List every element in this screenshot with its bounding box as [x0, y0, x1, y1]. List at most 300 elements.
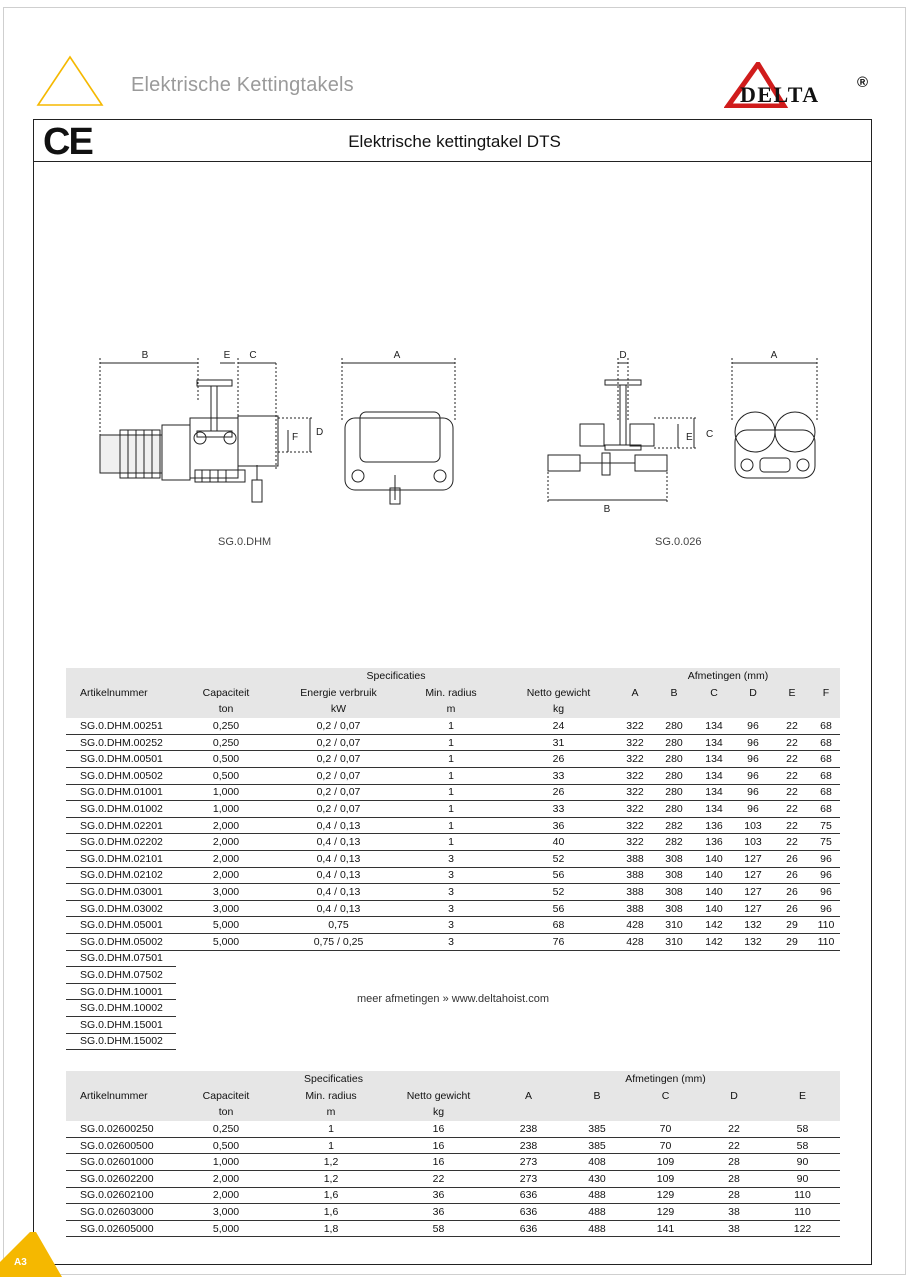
table-cell: 56 [501, 900, 616, 917]
table-cell: 308 [654, 851, 694, 868]
group-header-dims: Afmetingen (mm) [491, 1071, 840, 1088]
table-cell: 0,2 / 0,07 [276, 768, 401, 785]
table-cell: 388 [616, 884, 654, 901]
table-cell: 0,500 [176, 1137, 276, 1154]
trolley-spec-table [66, 1071, 840, 1237]
table-row [66, 884, 840, 901]
column-header: Capaciteit [176, 1088, 276, 1105]
table-cell: 1 [401, 801, 501, 818]
table-cell: 22 [386, 1171, 491, 1188]
table-cell: 0,4 / 0,13 [276, 834, 401, 851]
table-cell: 385 [566, 1137, 628, 1154]
registered-mark: ® [857, 74, 869, 91]
unit-cell: kg [501, 701, 616, 718]
dim-label-e2: E [686, 432, 693, 443]
table-cell: 140 [694, 900, 734, 917]
table-cell: 127 [734, 851, 772, 868]
unit-row [66, 1104, 840, 1121]
table-cell: 68 [501, 917, 616, 934]
dim-label-e1: E [223, 350, 231, 361]
table-cell: 127 [734, 867, 772, 884]
table-cell: 22 [772, 784, 812, 801]
table-cell: 273 [491, 1171, 566, 1188]
dim-label-d2: D [619, 350, 627, 361]
table-cell: 2,000 [176, 1171, 276, 1188]
table-cell: 68 [812, 718, 840, 735]
empty-cell [176, 1033, 840, 1050]
table-cell: 58 [386, 1220, 491, 1237]
article-number: SG.0.DHM.15002 [66, 1033, 176, 1050]
column-header: F [812, 685, 840, 702]
table-cell: 0,2 / 0,07 [276, 784, 401, 801]
article-number: SG.0.DHM.00251 [66, 718, 176, 735]
table-cell: 140 [694, 867, 734, 884]
unit-cell: ton [176, 701, 276, 718]
table-cell: 280 [654, 734, 694, 751]
table-cell: 40 [501, 834, 616, 851]
table-row [66, 1171, 840, 1188]
table-cell: 388 [616, 900, 654, 917]
table-row [66, 718, 840, 735]
table-cell: 68 [812, 784, 840, 801]
table-cell: 322 [616, 801, 654, 818]
table-cell: 0,75 / 0,25 [276, 934, 401, 951]
table-cell: 36 [501, 817, 616, 834]
table-cell: 385 [566, 1121, 628, 1138]
table-cell: 142 [694, 934, 734, 951]
unit-cell [694, 701, 734, 718]
table-cell: 68 [812, 768, 840, 785]
table-cell: 22 [703, 1121, 765, 1138]
table-row [66, 867, 840, 884]
column-header: B [566, 1088, 628, 1105]
table-cell: 70 [628, 1121, 703, 1138]
column-header: Netto gewicht [501, 685, 616, 702]
column-header: C [628, 1088, 703, 1105]
article-number: SG.0.02600250 [66, 1121, 176, 1138]
table-cell: 1,2 [276, 1171, 386, 1188]
table-cell: 96 [812, 884, 840, 901]
table-cell: 96 [734, 784, 772, 801]
technical-drawings [90, 340, 850, 560]
table-cell: 110 [765, 1187, 840, 1204]
table-cell: 96 [734, 718, 772, 735]
table-cell: 280 [654, 718, 694, 735]
table-cell: 1 [401, 784, 501, 801]
article-number: SG.0.02600500 [66, 1137, 176, 1154]
unit-cell [616, 701, 654, 718]
table-cell: 1,000 [176, 1154, 276, 1171]
table-cell: 322 [616, 817, 654, 834]
column-header: E [772, 685, 812, 702]
column-header: Artikelnummer [66, 685, 176, 702]
table-cell: 3 [401, 934, 501, 951]
table-cell: 308 [654, 900, 694, 917]
hoist-side-drawing [100, 358, 312, 502]
column-header: Netto gewicht [386, 1088, 491, 1105]
table-cell: 238 [491, 1121, 566, 1138]
group-header-dims: Afmetingen (mm) [616, 668, 840, 685]
table-cell: 1 [401, 817, 501, 834]
unit-cell [628, 1104, 703, 1121]
empty-cell [176, 950, 840, 967]
table-cell: 1,6 [276, 1187, 386, 1204]
table-cell: 322 [616, 784, 654, 801]
caption-right: SG.0.026 [655, 536, 702, 548]
article-number: SG.0.DHM.05001 [66, 917, 176, 934]
column-header: C [694, 685, 734, 702]
column-header: Energie verbruik [276, 685, 401, 702]
table-cell: 38 [703, 1204, 765, 1221]
table-cell: 388 [616, 867, 654, 884]
more-info-link[interactable]: meer afmetingen » www.deltahoist.com [357, 993, 549, 1005]
table-cell: 408 [566, 1154, 628, 1171]
table-cell: 1 [401, 768, 501, 785]
table-cell: 273 [491, 1154, 566, 1171]
article-number: SG.0.DHM.00501 [66, 751, 176, 768]
table-cell: 142 [694, 917, 734, 934]
trolley-side-drawing [548, 358, 698, 502]
table-cell: 310 [654, 934, 694, 951]
article-number: SG.0.DHM.02102 [66, 867, 176, 884]
table-cell: 96 [734, 751, 772, 768]
table-cell: 134 [694, 751, 734, 768]
table-cell: 26 [772, 900, 812, 917]
table-cell: 136 [694, 817, 734, 834]
column-header: B [654, 685, 694, 702]
table-cell: 36 [386, 1204, 491, 1221]
table-cell: 3 [401, 884, 501, 901]
table-cell: 136 [694, 834, 734, 851]
article-number: SG.0.DHM.03002 [66, 900, 176, 917]
table-cell: 636 [491, 1204, 566, 1221]
table-cell: 103 [734, 817, 772, 834]
table-cell: 322 [616, 834, 654, 851]
section-title: Elektrische Kettingtakels [131, 74, 354, 96]
table-cell: 0,4 / 0,13 [276, 851, 401, 868]
column-header: D [734, 685, 772, 702]
table-cell: 0,2 / 0,07 [276, 801, 401, 818]
table-cell: 134 [694, 718, 734, 735]
table-cell: 2,000 [176, 1187, 276, 1204]
table-cell: 68 [812, 751, 840, 768]
table-cell: 308 [654, 867, 694, 884]
ce-mark: CE [43, 121, 92, 163]
column-header-row [66, 685, 840, 702]
table-cell: 1 [401, 718, 501, 735]
table-cell: 636 [491, 1187, 566, 1204]
group-header-spec: Specificaties [176, 1071, 491, 1088]
column-header-row [66, 1088, 840, 1105]
table-cell: 36 [386, 1187, 491, 1204]
table-cell: 488 [566, 1220, 628, 1237]
table-row [66, 1204, 840, 1221]
group-header-row [66, 668, 840, 685]
table-row [66, 1121, 840, 1138]
table-row [66, 934, 840, 951]
table-cell: 1 [401, 751, 501, 768]
table-cell: 26 [772, 851, 812, 868]
table-cell: 140 [694, 884, 734, 901]
table-cell: 0,500 [176, 768, 276, 785]
table-cell: 3 [401, 900, 501, 917]
empty-cell [176, 1016, 840, 1033]
table-row [66, 917, 840, 934]
table-cell: 127 [734, 900, 772, 917]
table-cell: 22 [772, 718, 812, 735]
article-number: SG.0.02602200 [66, 1171, 176, 1188]
table-cell: 68 [812, 801, 840, 818]
dim-label-f1: F [292, 432, 299, 443]
table-cell: 428 [616, 934, 654, 951]
table-cell: 322 [616, 718, 654, 735]
table-cell: 28 [703, 1171, 765, 1188]
logo-text: DELTA [740, 82, 820, 107]
table-cell: 22 [703, 1137, 765, 1154]
article-number: SG.0.DHM.02101 [66, 851, 176, 868]
table-cell: 33 [501, 801, 616, 818]
table-row [66, 768, 840, 785]
table-cell: 134 [694, 801, 734, 818]
table-cell: 3 [401, 867, 501, 884]
article-number: SG.0.DHM.01002 [66, 801, 176, 818]
table-cell: 0,250 [176, 734, 276, 751]
table-row [66, 1033, 840, 1050]
trolley-front-drawing [732, 358, 817, 478]
table-cell: 0,500 [176, 751, 276, 768]
table-cell: 1,000 [176, 801, 276, 818]
unit-cell: m [401, 701, 501, 718]
table-cell: 134 [694, 784, 734, 801]
table-row [66, 1137, 840, 1154]
unit-cell [772, 701, 812, 718]
dim-label-b1: B [141, 350, 149, 361]
article-number: SG.0.DHM.15001 [66, 1016, 176, 1033]
table-cell: 110 [765, 1204, 840, 1221]
table-row [66, 900, 840, 917]
table-cell: 310 [654, 917, 694, 934]
page-label: A3 [14, 1257, 27, 1268]
dim-label-a1: A [393, 350, 401, 361]
table-cell: 28 [703, 1187, 765, 1204]
table-cell: 3 [401, 851, 501, 868]
table-cell: 109 [628, 1154, 703, 1171]
table-cell: 31 [501, 734, 616, 751]
table-cell: 16 [386, 1121, 491, 1138]
unit-cell [812, 701, 840, 718]
table-cell: 0,4 / 0,13 [276, 817, 401, 834]
article-number: SG.0.02602100 [66, 1187, 176, 1204]
table-cell: 1 [401, 834, 501, 851]
table-cell: 103 [734, 834, 772, 851]
page-corner-tab [0, 1232, 70, 1277]
article-number: SG.0.DHM.02201 [66, 817, 176, 834]
table-cell: 0,2 / 0,07 [276, 734, 401, 751]
table-row [66, 751, 840, 768]
table-cell: 16 [386, 1154, 491, 1171]
table-cell: 322 [616, 768, 654, 785]
table-cell: 1 [401, 734, 501, 751]
unit-cell [703, 1104, 765, 1121]
unit-cell: m [276, 1104, 386, 1121]
table-cell: 3 [401, 917, 501, 934]
table-cell: 0,250 [176, 1121, 276, 1138]
table-cell: 1,2 [276, 1154, 386, 1171]
article-number: SG.0.DHM.00252 [66, 734, 176, 751]
table-cell: 33 [501, 768, 616, 785]
table-cell: 5,000 [176, 934, 276, 951]
table-cell: 129 [628, 1204, 703, 1221]
dim-label-b2: B [603, 504, 611, 515]
table-cell: 96 [812, 867, 840, 884]
column-header: E [765, 1088, 840, 1105]
table-cell: 58 [765, 1137, 840, 1154]
table-cell: 1 [276, 1137, 386, 1154]
article-number: SG.0.02605000 [66, 1220, 176, 1237]
article-number: SG.0.02603000 [66, 1204, 176, 1221]
table-row [66, 784, 840, 801]
article-number: SG.0.DHM.01001 [66, 784, 176, 801]
table-cell: 2,000 [176, 817, 276, 834]
column-header: Min. radius [401, 685, 501, 702]
table-cell: 90 [765, 1171, 840, 1188]
table-cell: 75 [812, 834, 840, 851]
column-header: Artikelnummer [66, 1088, 176, 1105]
table-cell: 0,2 / 0,07 [276, 718, 401, 735]
table-cell: 0,4 / 0,13 [276, 867, 401, 884]
table-cell: 90 [765, 1154, 840, 1171]
column-header: Capaciteit [176, 685, 276, 702]
table-row [66, 1187, 840, 1204]
table-cell: 488 [566, 1204, 628, 1221]
article-number: SG.0.DHM.05002 [66, 934, 176, 951]
dim-label-c2: C [706, 429, 714, 440]
table-cell: 488 [566, 1187, 628, 1204]
dim-label-d1: D [316, 427, 324, 438]
article-number: SG.0.DHM.07501 [66, 950, 176, 967]
table-cell: 109 [628, 1171, 703, 1188]
table-cell: 56 [501, 867, 616, 884]
article-number: SG.0.DHM.02202 [66, 834, 176, 851]
group-header-row [66, 1071, 840, 1088]
table-cell: 0,2 / 0,07 [276, 751, 401, 768]
table-cell: 0,4 / 0,13 [276, 884, 401, 901]
table-cell: 129 [628, 1187, 703, 1204]
unit-cell [66, 701, 176, 718]
table-cell: 22 [772, 734, 812, 751]
table-cell: 16 [386, 1137, 491, 1154]
table-cell: 2,000 [176, 867, 276, 884]
table-cell: 430 [566, 1171, 628, 1188]
table-cell: 0,250 [176, 718, 276, 735]
table-cell: 75 [812, 817, 840, 834]
unit-cell [765, 1104, 840, 1121]
table-cell: 322 [616, 751, 654, 768]
unit-cell [734, 701, 772, 718]
table-cell: 134 [694, 768, 734, 785]
table-cell: 308 [654, 884, 694, 901]
table-cell: 2,000 [176, 851, 276, 868]
empty-cell [176, 967, 840, 984]
table-cell: 322 [616, 734, 654, 751]
table-cell: 5,000 [176, 917, 276, 934]
table-row [66, 967, 840, 984]
table-cell: 29 [772, 934, 812, 951]
table-cell: 0,75 [276, 917, 401, 934]
table-cell: 280 [654, 784, 694, 801]
unit-cell: kW [276, 701, 401, 718]
table-row [66, 851, 840, 868]
table-row [66, 734, 840, 751]
column-header: A [616, 685, 654, 702]
table-cell: 26 [501, 751, 616, 768]
table-cell: 132 [734, 917, 772, 934]
group-header-spacer [66, 1071, 176, 1088]
table-cell: 127 [734, 884, 772, 901]
table-row [66, 834, 840, 851]
table-cell: 26 [501, 784, 616, 801]
table-cell: 24 [501, 718, 616, 735]
article-number: SG.0.DHM.10002 [66, 1000, 176, 1017]
article-number: SG.0.DHM.07502 [66, 967, 176, 984]
table-cell: 280 [654, 768, 694, 785]
table-cell: 26 [772, 884, 812, 901]
table-cell: 238 [491, 1137, 566, 1154]
table-cell: 96 [734, 734, 772, 751]
table-cell: 96 [734, 801, 772, 818]
table-cell: 636 [491, 1220, 566, 1237]
column-header: Min. radius [276, 1088, 386, 1105]
table-cell: 96 [812, 851, 840, 868]
hoist-front-drawing [342, 358, 455, 504]
article-number: SG.0.DHM.03001 [66, 884, 176, 901]
table-cell: 22 [772, 751, 812, 768]
table-cell: 1,000 [176, 784, 276, 801]
table-cell: 76 [501, 934, 616, 951]
table-cell: 28 [703, 1154, 765, 1171]
unit-cell [654, 701, 694, 718]
unit-cell [566, 1104, 628, 1121]
table-cell: 96 [734, 768, 772, 785]
dim-label-c1: C [249, 350, 257, 361]
group-header-spacer [66, 668, 176, 685]
table-cell: 22 [772, 834, 812, 851]
table-cell: 68 [812, 734, 840, 751]
table-cell: 1 [276, 1121, 386, 1138]
table-cell: 1,6 [276, 1204, 386, 1221]
table-row [66, 950, 840, 967]
table-cell: 96 [812, 900, 840, 917]
table-cell: 52 [501, 884, 616, 901]
table-cell: 141 [628, 1220, 703, 1237]
table-cell: 140 [694, 851, 734, 868]
table-cell: 280 [654, 801, 694, 818]
group-header-spec: Specificaties [176, 668, 616, 685]
table-cell: 2,000 [176, 834, 276, 851]
table-cell: 122 [765, 1220, 840, 1237]
table-cell: 134 [694, 734, 734, 751]
article-number: SG.0.02601000 [66, 1154, 176, 1171]
article-number: SG.0.DHM.10001 [66, 983, 176, 1000]
table-cell: 38 [703, 1220, 765, 1237]
table-cell: 22 [772, 817, 812, 834]
table-row [66, 817, 840, 834]
table-cell: 22 [772, 768, 812, 785]
table-cell: 70 [628, 1137, 703, 1154]
table-cell: 388 [616, 851, 654, 868]
table-row [66, 1154, 840, 1171]
unit-cell [491, 1104, 566, 1121]
